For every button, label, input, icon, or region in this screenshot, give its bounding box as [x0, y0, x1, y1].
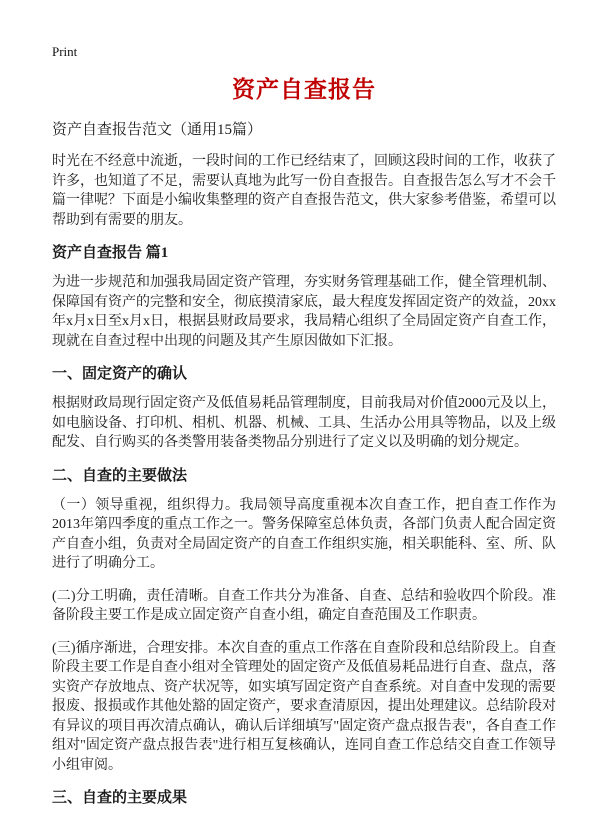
- print-button[interactable]: Print: [52, 44, 78, 59]
- document-subtitle: 资产自查报告范文（通用15篇）: [52, 122, 263, 138]
- page-title: 资产自查报告: [232, 77, 376, 102]
- section-heading: 二、自查的主要做法: [52, 467, 188, 484]
- body-paragraph: (三)循序渐进，合理安排。本次自查的重点工作落在自查阶段和总结阶段上。自查阶段主要工作是自查小组对全管理处的固定资产及低值易耗品进行自查、盘点，落实资产存放地点、资产状况等，如实填写固定资产自查系统。对自查中发现的需要报废、报损或作其他处豁的固定资产，要求查清原因，提出处理建议。总结阶段对有异议的项目再次清点确认，确认后详细填写"固定资产盘点报告表"，各自查工作组对"固定资产盘点报告表"进行相互复核确认，连同自查工作总结交自查工作领导小组审阅。: [52, 640, 556, 773]
- body-paragraph: (二)分工明确，责任清晰。自查工作共分为准备、自查、总结和验收四个阶段。准备阶段主要工作是成立固定资产自查小组，确定自查范围及工作职责。: [52, 588, 556, 623]
- body-paragraph: 根据财政局现行固定资产及低值易耗品管理制度，目前我局对价值2000元及以上，如电脑设备、打印机、相机、机器、机械、工具、生活办公用具等物品，以及上级配发、自行购买的各类警用装备类物品分别进行了定义以及明确的划分规定。: [52, 396, 556, 450]
- section-heading: 一、固定资产的确认: [52, 366, 188, 382]
- document-body: [52, 243, 556, 808]
- body-paragraph: 为进一步规范和加强我局固定资产管理，夯实财务管理基础工作，健全管理机制、保障国有资产的完整和安全，彻底摸清家底，最大程度发挥固定资产的效益，20xx年x月x日至x月x日，根据县财政局要求，我局精心组织了全局固定资产自查工作，现就在自查过程中出现的问题及其产生原因做如下汇报。: [52, 275, 556, 349]
- section-heading: 资产自查报告 篇1: [52, 245, 169, 261]
- section-heading: 三、自查的主要成果: [52, 790, 188, 806]
- body-paragraph: （一）领导重视，组织得力。我局领导高度重视本次自查工作，把自查工作作为2013年第四季度的重点工作之一。警务保障室总体负责，各部门负责人配合固定资产自查小组，负责对全局固定资产的自查工作组织实施，相关职能科、室、所、队进行了明确分工。: [52, 497, 556, 571]
- intro-paragraph: 时光在不经意中流逝，一段时间的工作已经结束了，回顾这段时间的工作，收获了许多，也知道了不足，需要认真地为此写一份自查报告。自查报告怎么写才不会千篇一律呢？下面是小编收集整理的资产自查报告范文，供大家参考借鉴，希望可以帮助到有需要的朋友。: [52, 154, 556, 228]
